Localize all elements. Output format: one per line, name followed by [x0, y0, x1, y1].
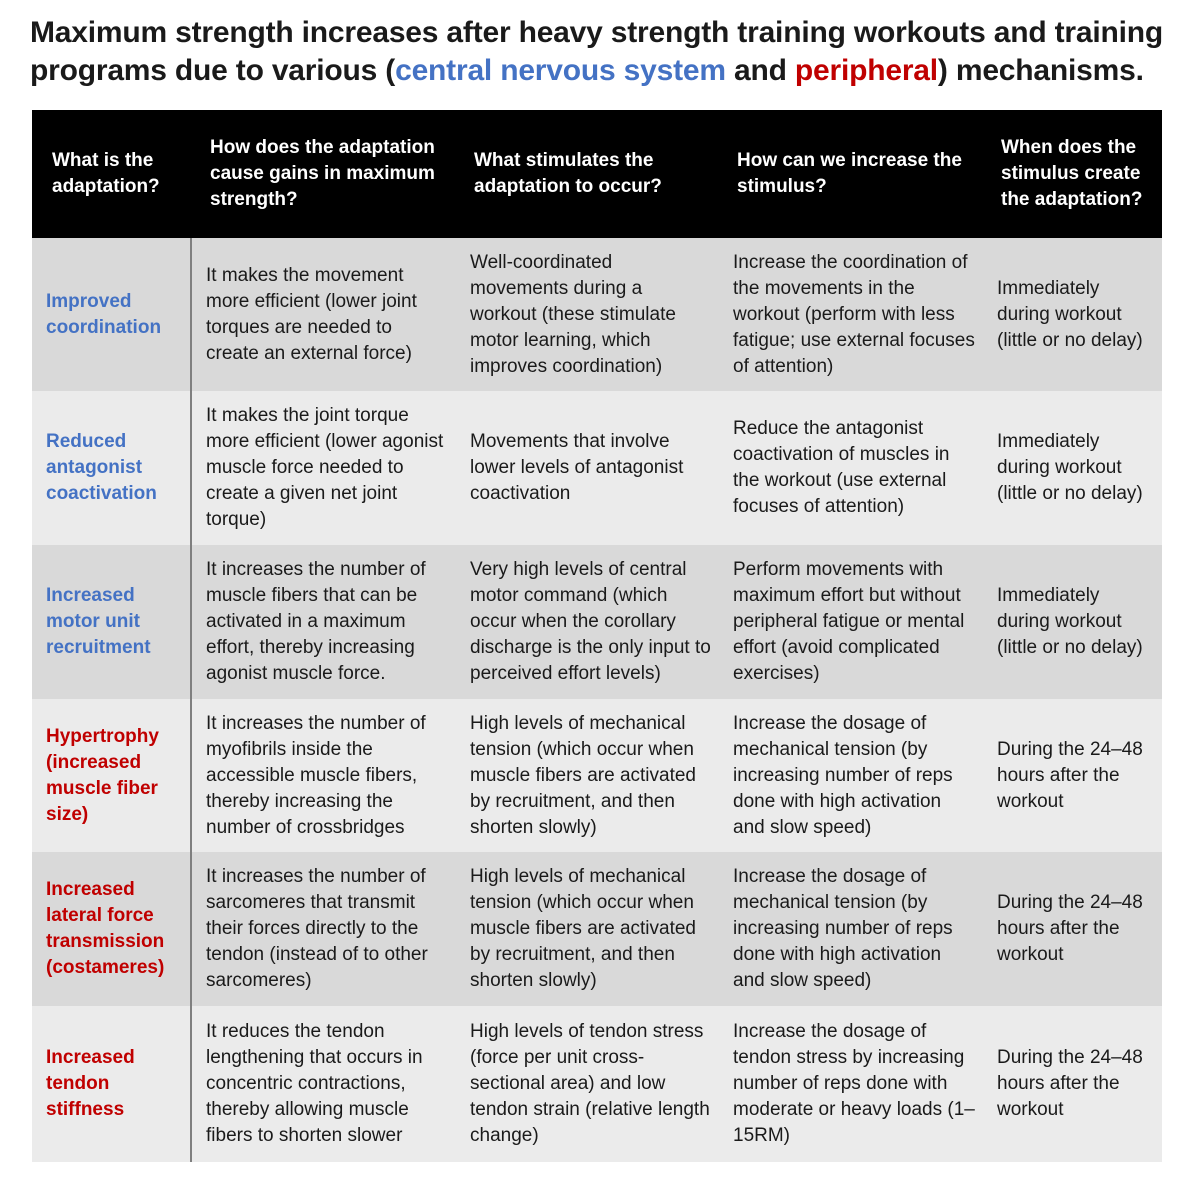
row-6-adaptation: Increased tendon stiffness: [32, 1006, 192, 1162]
row-5-how: It increases the number of sarcomeres that transmit their forces directly to the tendon (instead of to other sarcomeres): [192, 852, 456, 1006]
title-peripheral: peripheral: [794, 54, 938, 87]
header-how-gains: How does the adaptation cause gains in maximum strength?: [192, 110, 456, 238]
row-4-when: During the 24–48 hours after the workout: [983, 699, 1162, 852]
title-part-2: and: [725, 54, 795, 87]
row-4-stimulus: High levels of mechanical tension (which occur when muscle fibers are activated by recruitment, and then shorten slowly): [456, 699, 719, 852]
row-1-increase: Increase the coordination of the movements in the workout (perform with less fatigue; use external focuses of attention): [719, 238, 983, 391]
row-1-when: Immediately during workout (little or no delay): [983, 238, 1162, 391]
row-3-stimulus: Very high levels of central motor command (which occur when the corollary discharge is the only input to perceived effort levels): [456, 545, 719, 699]
row-2-when: Immediately during workout (little or no delay): [983, 391, 1162, 545]
row-6-how: It reduces the tendon lengthening that occurs in concentric contractions, thereby allowing muscle fibers to shorten slower: [192, 1006, 456, 1162]
header-when: When does the stimulus create the adaptation?: [983, 110, 1162, 238]
row-1-stimulus: Well-coordinated movements during a workout (these stimulate motor learning, which improves coordination): [456, 238, 719, 391]
row-5-when: During the 24–48 hours after the workout: [983, 852, 1162, 1006]
row-5-increase: Increase the dosage of mechanical tension (by increasing number of reps done with high activation and slow speed): [719, 852, 983, 1006]
row-3-when: Immediately during workout (little or no delay): [983, 545, 1162, 699]
row-3-adaptation: Increased motor unit recruitment: [32, 545, 192, 699]
row-2-adaptation: Reduced antagonist coactivation: [32, 391, 192, 545]
header-stimulus: What stimulates the adaptation to occur?: [456, 110, 719, 238]
row-1-how: It makes the movement more efficient (lower joint torques are needed to create an external force): [192, 238, 456, 391]
header-increase-stimulus: How can we increase the stimulus?: [719, 110, 983, 238]
row-2-increase: Reduce the antagonist coactivation of muscles in the workout (use external focuses of attention): [719, 391, 983, 545]
row-1-adaptation: Improved coordination: [32, 238, 192, 391]
row-3-increase: Perform movements with maximum effort but without peripheral fatigue or mental effort (avoid complicated exercises): [719, 545, 983, 699]
title-part-3: ) mechanisms.: [937, 54, 1144, 87]
header-adaptation: What is the adaptation?: [32, 110, 192, 238]
row-4-adaptation: Hypertrophy (increased muscle fiber size): [32, 699, 192, 852]
title-part-1: Maximum strength increases after heavy strength training workouts and training programs due to various (: [30, 16, 1163, 87]
row-6-stimulus: High levels of tendon stress (force per unit cross-sectional area) and low tendon strain (relative length change): [456, 1006, 719, 1162]
row-5-adaptation: Increased lateral force transmission (costameres): [32, 852, 192, 1006]
row-4-how: It increases the number of myofibrils inside the accessible muscle fibers, thereby increasing the number of crossbridges: [192, 699, 456, 852]
adaptations-table: [32, 110, 1162, 1162]
row-3-how: It increases the number of muscle fibers that can be activated in a maximum effort, thereby increasing agonist muscle force.: [192, 545, 456, 699]
row-5-stimulus: High levels of mechanical tension (which occur when muscle fibers are activated by recruitment, and then shorten slowly): [456, 852, 719, 1006]
row-2-how: It makes the joint torque more efficient (lower agonist muscle force needed to create a given net joint torque): [192, 391, 456, 545]
row-6-increase: Increase the dosage of tendon stress by increasing number of reps done with moderate or heavy loads (1–15RM): [719, 1006, 983, 1162]
title-central-nervous-system: central nervous system: [395, 54, 726, 87]
row-4-increase: Increase the dosage of mechanical tension (by increasing number of reps done with high activation and slow speed): [719, 699, 983, 852]
page-title: [30, 14, 1180, 90]
row-2-stimulus: Movements that involve lower levels of antagonist coactivation: [456, 391, 719, 545]
row-6-when: During the 24–48 hours after the workout: [983, 1006, 1162, 1162]
